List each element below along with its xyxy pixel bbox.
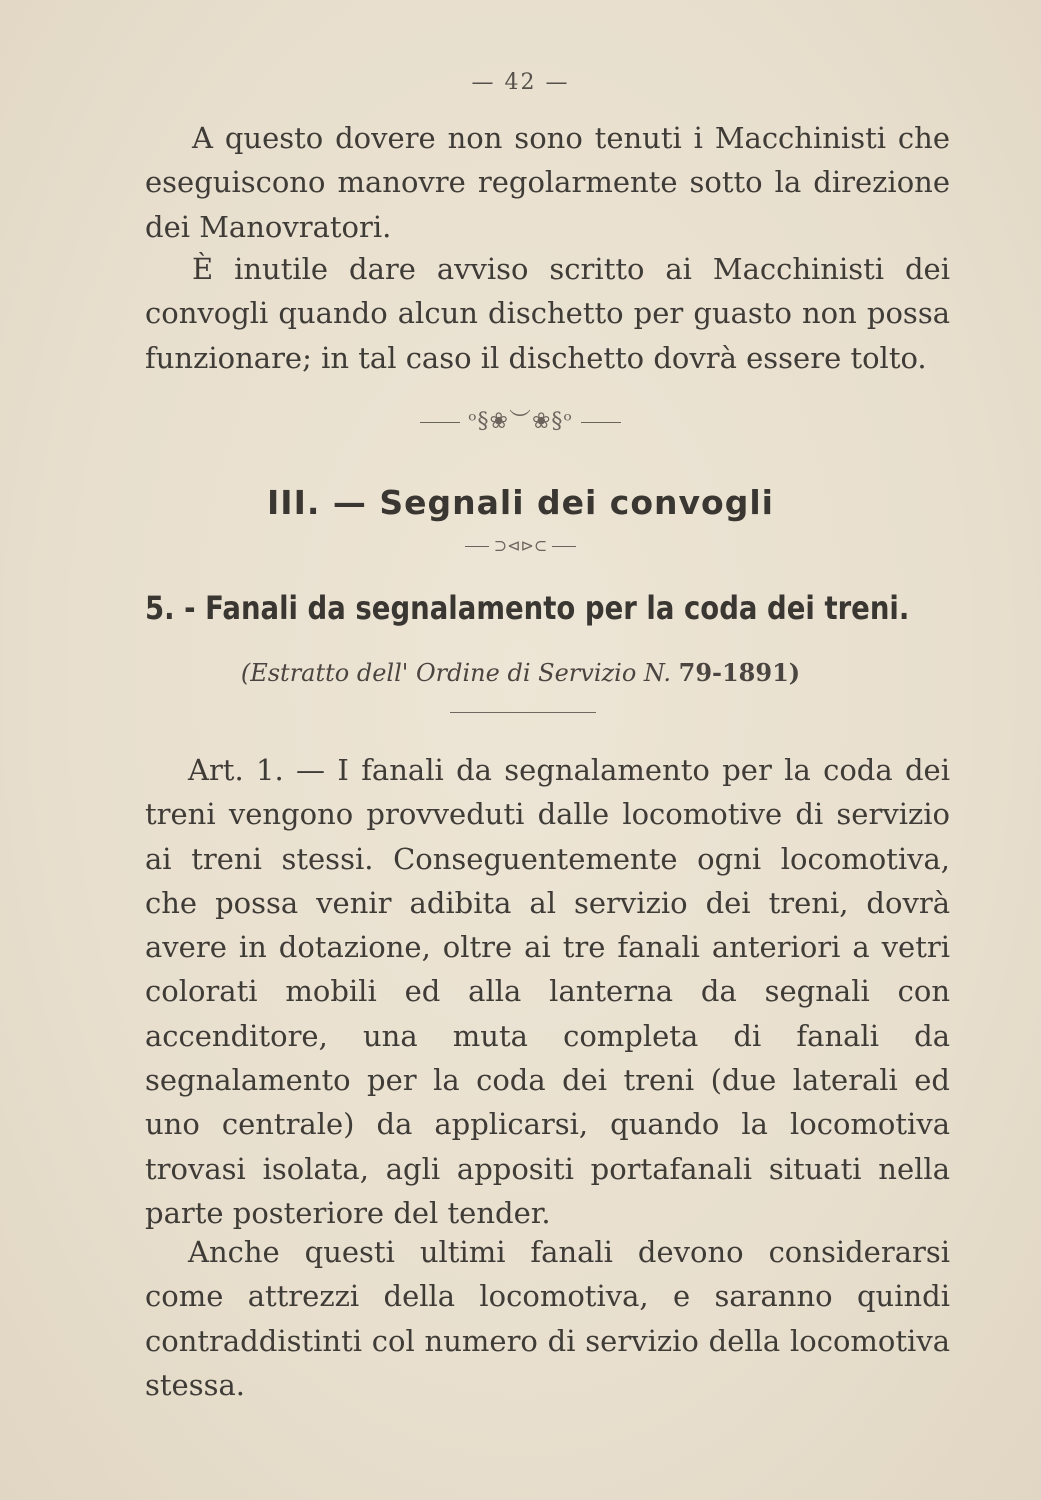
paragraph-written-notice: È inutile dare avviso scritto ai Macchinisti dei convogli quando alcun dischetto per guasto non possa funzionare; in tal caso il dischetto dovrà essere tolto. <box>145 252 950 375</box>
source-note <box>0 658 1041 687</box>
section-heading: III. — Segnali dei convogli <box>267 483 774 522</box>
paragraph-duty-exception: A questo dovere non sono tenuti i Macchinisti che eseguiscono manovre regolarmente sotto la direzione dei Manovratori. <box>145 121 950 244</box>
small-ornament-divider <box>0 536 1041 555</box>
ornament-flourish: ᵒ§❀︶❀§ᵒ <box>468 409 573 434</box>
paragraph-article-1: Art. 1. — I fanali da segnalamento per la coda dei treni vengono provveduti dalle locomotive di servizio ai treni stessi. Conseguentemente ogni locomotiva, che possa venir adibita al servizio dei treni, dovrà avere in dotazione, oltre ai tre fanali anteriori a vetri colorati mobili ed alla lanterna da segnali con accenditore, una muta completa di fanali da segnalamento per la coda dei treni (due laterali ed uno centrale) da applicarsi, quando la locomotiva trovasi isolata, agli appositi portafanali situati nella parte posteriore del tender. <box>145 753 950 1230</box>
sub-heading: 5. - Fanali da segnalamento per la coda dei treni. <box>145 589 910 627</box>
paragraph-equipment: Anche questi ultimi fanali devono considerarsi come attrezzi della locomotiva, e saranno quindi contraddistinti col numero di servizio della locomotiva stessa. <box>145 1235 950 1402</box>
page-number: — 42 — <box>471 70 570 95</box>
source-note-text: (Estratto dell' Ordine di Servizio N. <box>240 659 671 687</box>
horizontal-rule <box>450 712 596 713</box>
source-note-number: 79-1891) <box>678 658 801 687</box>
ornament-divider <box>0 404 1041 435</box>
small-ornament-flourish: ⊃⊲⊳⊂ <box>493 536 548 555</box>
